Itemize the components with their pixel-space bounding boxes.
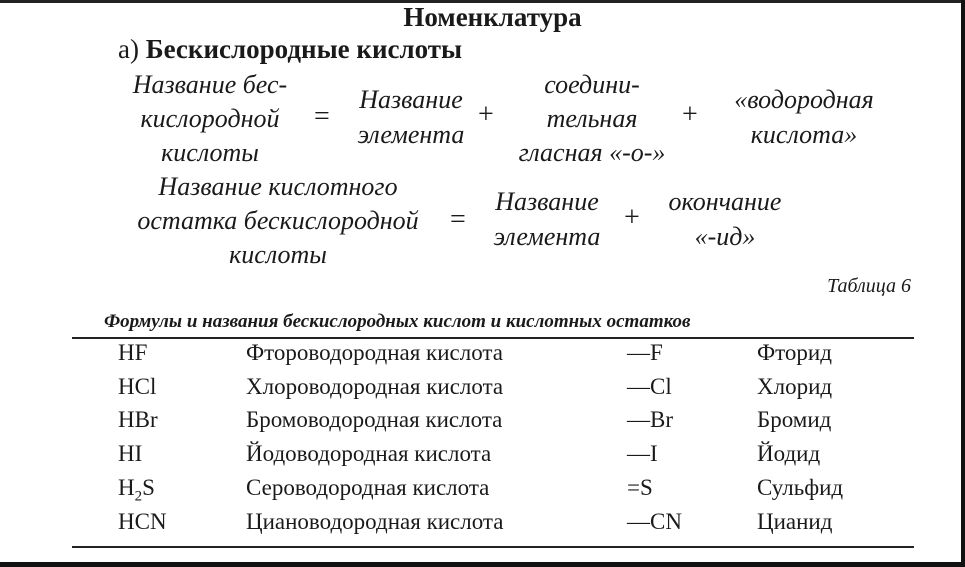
formula1-term2-line3: гласная «-о-»: [518, 138, 666, 167]
acid-name: Йодоводородная кислота: [246, 441, 492, 466]
residue-formula: —CN: [627, 509, 682, 534]
table-caption: Таблица 6: [827, 275, 911, 297]
table-title: Формулы и названия бескислородных кислот и кислотных остатков: [104, 311, 691, 332]
residue-formula: —Br: [627, 407, 673, 432]
acid-formula: HF: [118, 340, 148, 365]
residue-name: Йодид: [757, 441, 821, 466]
formula2-equals: =: [450, 204, 466, 235]
formula1-term1-line2: элемента: [357, 120, 465, 149]
residue-name: Бромид: [757, 407, 832, 432]
table-row: [0, 407, 965, 441]
acid-name: Сероводородная кислота: [246, 475, 490, 500]
residue-name: Фторид: [757, 340, 832, 365]
formula2-term1-line1: Название: [495, 187, 599, 216]
formula2-lhs-line2: остатка бескислородной: [137, 206, 419, 235]
bottom-border: [0, 562, 965, 567]
subsection-heading: [118, 34, 462, 65]
table-top-rule: [72, 337, 914, 339]
formula1-lhs-line1: Название бес-: [132, 70, 288, 99]
acid-name: Циановодородная кислота: [246, 509, 504, 534]
formula1-plus2: +: [682, 99, 698, 130]
formula1-term2-line1: соедини-: [544, 70, 640, 99]
formula2-term1-line2: элемента: [493, 222, 601, 251]
table-row: [0, 340, 965, 374]
formula1-lhs-line2: кислородной: [140, 104, 280, 133]
formula2-lhs-line3: кислоты: [229, 240, 327, 269]
acid-formula: HBr: [118, 407, 158, 432]
residue-name: Цианид: [757, 509, 833, 534]
acid-name: Бромоводородная кислота: [246, 407, 503, 432]
acid-formula: HCl: [118, 374, 157, 399]
formula1-lhs-line3: кислоты: [161, 138, 259, 167]
subsection-title: Бескислородные кислоты: [145, 34, 463, 64]
section-heading: Номенклатура: [403, 2, 582, 32]
formula2-plus: +: [624, 202, 640, 233]
acid-name: Фтороводородная кислота: [246, 340, 503, 365]
residue-name: Хлорид: [757, 374, 833, 399]
acid-name: Хлороводородная кислота: [246, 374, 504, 399]
acid-formula: $H_2S$: [118, 475, 155, 505]
acid-formula: HI: [118, 441, 143, 466]
table-bottom-rule: [72, 546, 914, 548]
formula2-term2-line2: «-ид»: [694, 222, 756, 251]
table-row: [0, 374, 965, 408]
table-row: [0, 509, 965, 543]
formula1-equals: =: [314, 101, 330, 132]
formula2-term2-line1: окончание: [668, 187, 782, 216]
residue-formula: —I: [627, 441, 658, 466]
residue-formula: —F: [627, 340, 663, 365]
formula2-lhs-line1: Название кислотного: [158, 172, 398, 201]
acid-formula: HCN: [118, 509, 167, 534]
residue-formula: =S: [627, 475, 653, 500]
formula1-term2-line2: тельная: [546, 104, 638, 133]
formula1-plus1: +: [478, 99, 494, 130]
formula1-term1-line1: Название: [359, 85, 463, 114]
table-row: [0, 441, 965, 475]
residue-name: Сульфид: [757, 475, 844, 500]
residue-formula: —Cl: [627, 374, 672, 399]
subsection-prefix: а): [118, 34, 139, 64]
formula1-term3-line1: «водородная: [734, 85, 874, 114]
formula1-term3-line2: кислота»: [750, 120, 858, 149]
table-row: [0, 475, 965, 509]
